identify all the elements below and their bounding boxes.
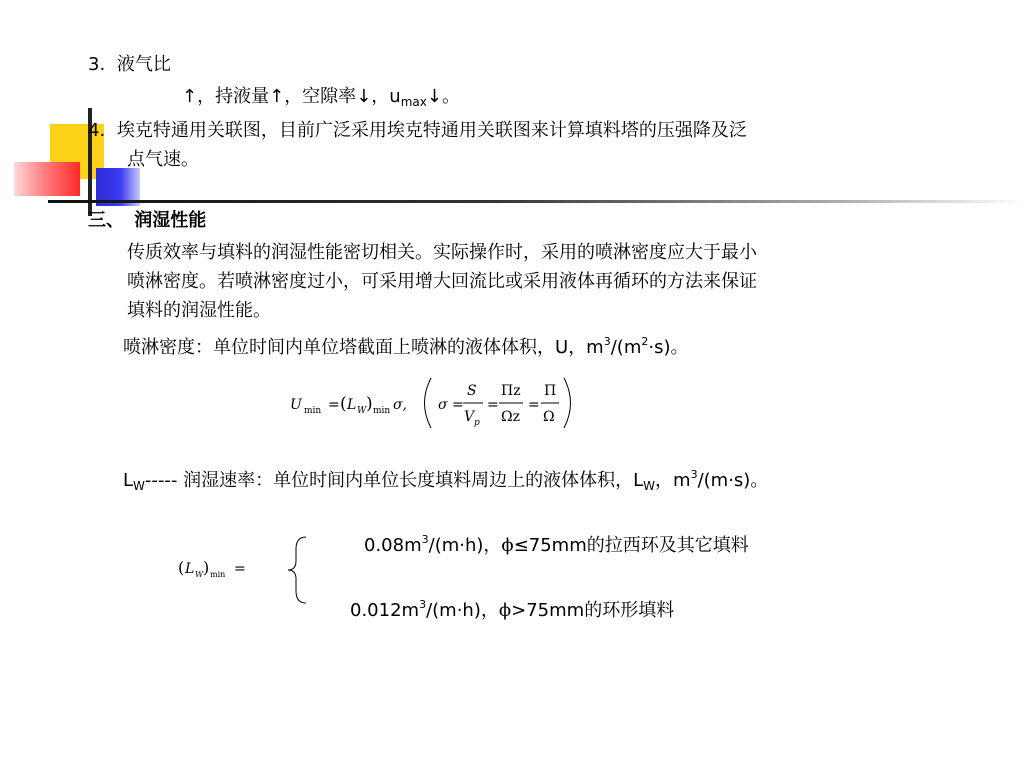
lw-subscript: W [643, 479, 656, 493]
void-fraction-label: ，空隙率 [284, 86, 357, 107]
case-2-superscript: 3 [419, 598, 427, 611]
formula-min-sub: min [210, 570, 226, 579]
liquid-holdup-label: ，持液量 [197, 86, 270, 107]
section-3-title [88, 50, 171, 79]
phi-symbol: ϕ [501, 535, 514, 556]
unit-part: ·s)。 [648, 337, 689, 358]
unit-part: /(m [610, 337, 642, 358]
formula-paren-left [425, 378, 432, 428]
comma: ， [371, 86, 390, 107]
case-1-value: 0.08m [364, 535, 422, 556]
formula-equals: = [528, 397, 540, 413]
formula-equals: = [452, 397, 464, 413]
formula-case-2 [350, 590, 674, 625]
formula-paren-open: ( [178, 558, 185, 577]
section-4 [88, 116, 747, 145]
section-3-number: 3. [88, 54, 106, 75]
wetting-paragraph-line-1: 传质效率与填料的润湿性能密切相关。实际操作时，采用的喷淋密度应大于最小 [127, 242, 757, 263]
case-2-unit: /(m·h)， [426, 600, 499, 621]
formula-paren-close: ) [203, 558, 210, 577]
formula-U: U [290, 397, 302, 413]
spray-density-text: 喷淋密度：单位时间内单位塔截面上喷淋的液体体积， [123, 337, 555, 358]
lw-symbol: L [633, 470, 644, 491]
case-2-condition: >75mm [511, 600, 585, 621]
case-2-description: 的环形填料 [584, 600, 675, 621]
case-1-condition: ≤75mm [513, 535, 587, 556]
formula-case-1 [364, 525, 749, 560]
lw-subscript: W [133, 479, 145, 493]
formula-left-brace [286, 535, 316, 605]
decor-horizontal-rule [48, 200, 1024, 203]
section-4-line-1: 埃克特通用关联图，目前广泛采用埃克特通用关联图来计算填料塔的压强降及泛 [116, 120, 747, 141]
umax-subscript: max [400, 95, 427, 109]
formula-sigma: σ, [393, 397, 408, 413]
formula-W-sub: W [357, 406, 367, 416]
down-arrow-icon: ↓ [356, 86, 372, 107]
formula-Pi: Π [544, 383, 557, 399]
formula-equals: = [328, 397, 340, 413]
unit-superscript: 3 [603, 335, 611, 348]
formula-L: L [185, 561, 195, 577]
formula-S: S [467, 383, 477, 399]
lw-symbol: L [123, 470, 134, 491]
section-three-number: 三、 [88, 210, 124, 231]
spray-density-symbol: U [555, 337, 569, 358]
formula-p-sub: p [474, 418, 480, 428]
period: 。 [441, 86, 460, 107]
section-3-heading: 液气比 [116, 54, 171, 75]
unit-part: ，m [568, 337, 604, 358]
formula-sigma-2: σ [438, 397, 448, 413]
wetting-rate-text: 润湿速率：单位时间内单位长度填料周边上的液体体积， [177, 470, 634, 491]
case-1-description: 的拉西环及其它填料 [586, 535, 749, 556]
dashes: ----- [144, 470, 178, 491]
formula-Pi-z: Πz [501, 383, 521, 399]
formula-min-sub: min [304, 406, 322, 416]
wetting-paragraph-line-3: 填料的润湿性能。 [127, 300, 271, 321]
case-1-superscript: 3 [421, 533, 429, 546]
up-arrow-icon: ↑ [182, 86, 198, 107]
section-4-line-2: 点气速。 [127, 149, 199, 170]
section-4-number: 4. [88, 120, 106, 141]
down-arrow-icon: ↓ [426, 86, 442, 107]
min-wetting-rate-lhs [176, 552, 256, 584]
up-arrow-icon: ↑ [269, 86, 285, 107]
min-spray-density-formula [280, 372, 580, 434]
formula-Omega: Ω [543, 409, 555, 425]
formula-V: V [464, 409, 475, 425]
formula-paren-right [564, 378, 571, 428]
wetting-rate-definition [123, 460, 768, 501]
unit-superscript: 3 [690, 468, 698, 481]
section-3-line [182, 82, 460, 117]
formula-L: L [347, 397, 357, 413]
section-three-heading [88, 206, 206, 235]
formula-W-sub: W [195, 570, 204, 579]
unit-part: /(m·s)。 [697, 470, 769, 491]
case-1-unit: /(m·h)， [428, 535, 502, 556]
unit-superscript: 2 [641, 335, 649, 348]
formula-Omega-z: Ωz [501, 409, 520, 425]
formula-paren-close: ) [366, 394, 373, 414]
formula-paren-open: ( [340, 394, 347, 414]
spray-density-definition [123, 327, 688, 362]
unit-part: ，m [655, 470, 691, 491]
formula-equals: = [487, 397, 499, 413]
formula-equals: = [234, 561, 246, 577]
section-three-title: 润湿性能 [134, 210, 207, 231]
umax-symbol: u [389, 86, 401, 107]
wetting-paragraph-line-2: 喷淋密度。若喷淋密度过小，可采用增大回流比或采用液体再循环的方法来保证 [127, 271, 757, 292]
formula-min-sub: min [373, 406, 391, 416]
phi-symbol: ϕ [498, 600, 512, 621]
case-2-value: 0.012m [350, 600, 420, 621]
decor-red-bar [14, 162, 80, 196]
